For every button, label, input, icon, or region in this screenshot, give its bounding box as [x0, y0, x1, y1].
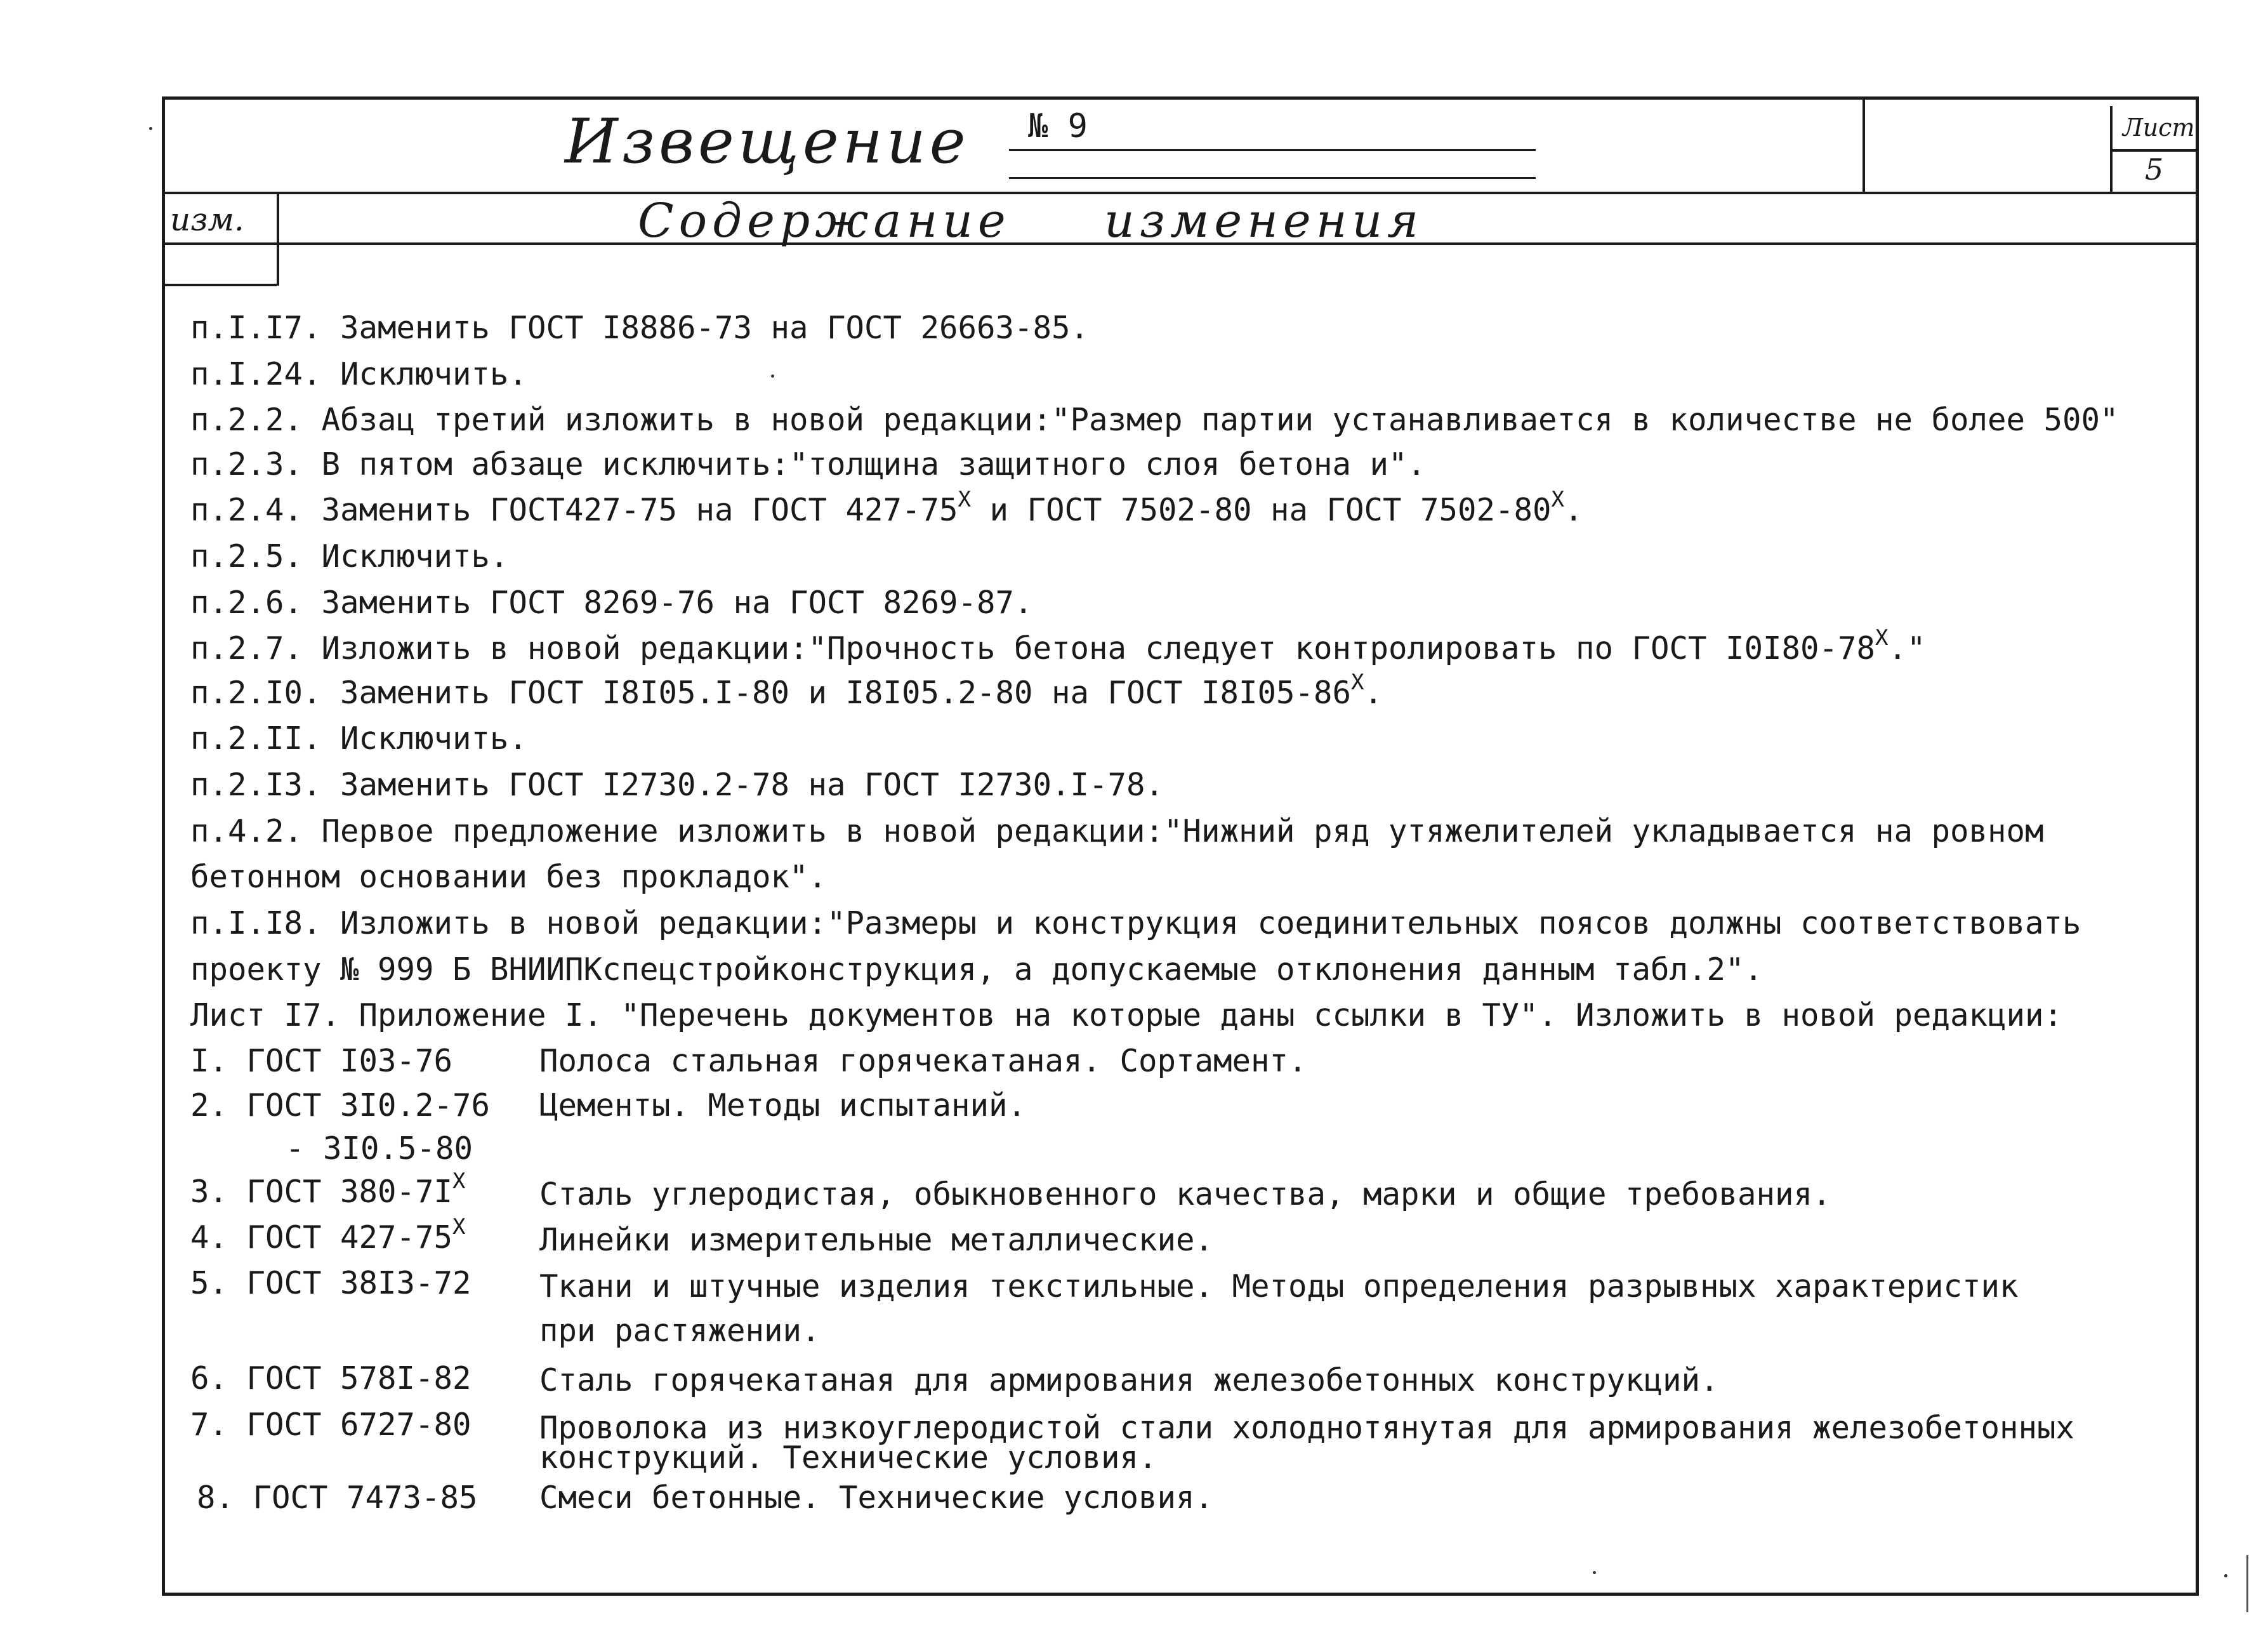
content-title-change: изменения — [1104, 194, 1424, 248]
scan-speck — [1593, 1571, 1596, 1574]
ref-number: - 3I0.5-80 — [286, 1130, 473, 1167]
change-line — [190, 625, 1926, 666]
ref-title: Линейки измерительные металлические. — [539, 1222, 1214, 1258]
ref-number: 7. ГОСТ 6727-80 — [190, 1407, 471, 1443]
notice-title: Извещение — [565, 106, 970, 177]
change-line: п.I.I7. Заменить ГОСТ I8886-73 на ГОСТ 26663-85. — [190, 310, 1090, 346]
line-part: п.2.4. Заменить ГОСТ427-75 на ГОСТ 427-75 — [190, 492, 958, 528]
change-line: бетонном основании без прокладок". — [190, 859, 827, 895]
change-line: п.2.II. Исключить. — [190, 720, 528, 757]
superscript-x: X — [958, 487, 972, 512]
change-line: п.2.6. Заменить ГОСТ 8269-76 на ГОСТ 8269-87. — [190, 585, 1033, 621]
number-underline-2 — [1009, 177, 1536, 179]
change-line — [190, 487, 1583, 528]
superscript-x: X — [1875, 625, 1889, 651]
ref-title: конструкций. Технические условия. — [539, 1440, 1157, 1476]
change-line: п.4.2. Первое предложение изложить в новой редакции:"Нижний ряд утяжелителей укладывается на ровном — [190, 813, 2044, 849]
ref-title: Сталь горячекатаная для армирования железобетонных конструкций. — [539, 1362, 1719, 1398]
izm-label: изм. — [170, 201, 244, 238]
number-underline-1 — [1009, 149, 1536, 151]
ref-title: Сталь углеродистая, обыкновенного качества, марки и общие требования. — [539, 1176, 1831, 1212]
ref-number: 6. ГОСТ 578I-82 — [190, 1360, 471, 1396]
ref-number: 5. ГОСТ 38I3-72 — [190, 1265, 471, 1301]
ref-number-text: 4. ГОСТ 427-75 — [190, 1219, 453, 1256]
ref-title: Цементы. Методы испытаний. — [539, 1087, 1027, 1124]
line-part: и ГОСТ 7502-80 на ГОСТ 7502-80 — [971, 492, 1552, 528]
line-part: п.2.7. Изложить в новой редакции:"Прочность бетона следует контролировать по ГОСТ I0I80-78 — [190, 630, 1876, 666]
superscript-x: X — [1551, 487, 1565, 512]
sheet-number: 5 — [2145, 152, 2164, 187]
superscript-x: X — [452, 1214, 466, 1240]
line-part: . — [1364, 675, 1383, 711]
ref-title: Смеси бетонные. Технические условия. — [539, 1480, 1214, 1516]
scan-speck — [2224, 1574, 2227, 1577]
change-line: п.I.24. Исключить. — [190, 356, 528, 392]
izm-box-right — [277, 192, 279, 286]
ref-title: Проволока из низкоуглеродистой стали холоднотянутая для армирования железобетонных — [539, 1410, 2075, 1446]
scan-edge-mark — [2246, 1555, 2248, 1612]
ref-number: 2. ГОСТ 3I0.2-76 — [190, 1087, 491, 1124]
content-title: Содержание — [638, 194, 1011, 248]
change-line: проекту № 999 Б ВНИИПКспецстройконструкция, а допускаемые отклонения данным табл.2". — [190, 951, 1764, 988]
ref-number-text: 3. ГОСТ 380-7I — [190, 1174, 453, 1210]
scan-speck — [149, 127, 152, 130]
change-line: Лист I7. Приложение I. "Перечень документов на которые даны ссылки в ТУ". Изложить в новой редакции: — [190, 997, 2063, 1033]
ref-title: при растяжении. — [539, 1313, 821, 1349]
change-line: п.I.I8. Изложить в новой редакции:"Размеры и конструкция соединительных поясов должны соответствовать — [190, 905, 2081, 941]
ref-title: Ткани и штучные изделия текстильные. Методы определения разрывных характеристик — [539, 1268, 2019, 1304]
change-line: п.2.3. В пятом абзаце исключить:"толщина защитного слоя бетона и". — [190, 446, 1427, 482]
change-line: п.2.2. Абзац третий изложить в новой редакции:"Размер партии устанавливается в количестве не более 500" — [190, 402, 2119, 438]
sheet-box-mid — [2110, 149, 2196, 152]
ref-number — [190, 1169, 466, 1210]
header-right-divider — [1863, 100, 1865, 194]
ref-number: 8. ГОСТ 7473-85 — [197, 1480, 478, 1516]
scan-speck — [771, 375, 774, 378]
change-line: п.2.5. Исключить. — [190, 538, 509, 574]
izm-box-bottom — [165, 284, 277, 286]
ref-number: I. ГОСТ I03-76 — [190, 1043, 453, 1079]
ref-number — [190, 1214, 466, 1256]
notice-number: № 9 — [1028, 107, 1088, 145]
change-line: п.2.I3. Заменить ГОСТ I2730.2-78 на ГОСТ I2730.I-78. — [190, 767, 1164, 803]
superscript-x: X — [452, 1169, 466, 1194]
superscript-x: X — [1351, 670, 1364, 695]
line-part: . — [1564, 492, 1583, 528]
change-line — [190, 670, 1383, 711]
line-part: ." — [1888, 630, 1926, 666]
sheet-label: Лист — [2123, 114, 2195, 142]
ref-title: Полоса стальная горячекатаная. Сортамент. — [539, 1043, 1307, 1079]
line-part: п.2.I0. Заменить ГОСТ I8I05.I-80 и I8I05.2-80 на ГОСТ I8I05-86 — [190, 675, 1352, 711]
document-frame — [162, 96, 2199, 1596]
